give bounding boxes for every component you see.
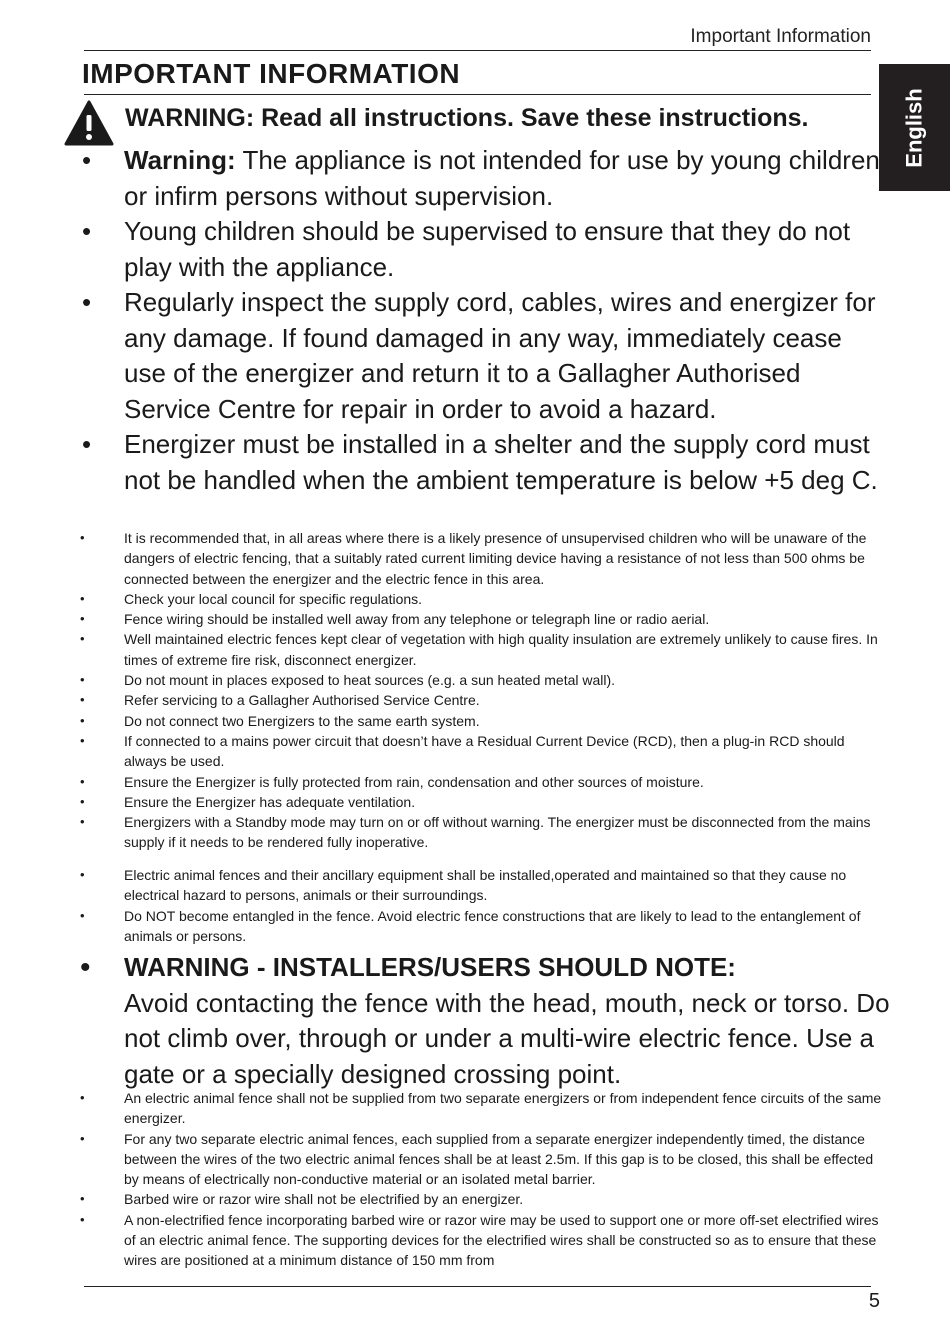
warning-list-item	[0, 143, 950, 214]
safety-list-item: • Barbed wire or razor wire shall not be electrified by an energizer.	[0, 1189, 950, 1209]
running-header: Important Information	[690, 26, 871, 47]
safety-list-item: • Electric animal fences and their ancillary equipment shall be installed,operated and maintained so that they cause no electrical hazard to persons, animals or their surroundings.	[0, 865, 950, 906]
safety-list-item: • Well maintained electric fences kept clear of vegetation with high quality insulation are extremely unlikely to cause fires. In times of extreme fire risk, disconnect energizer.	[0, 629, 950, 670]
safety-list-1	[0, 528, 950, 853]
safety-list-3	[0, 1088, 950, 1271]
safety-list-item: • It is recommended that, in all areas where there is a likely presence of unsupervised children who will be unaware of the dangers of electric fencing, that a suitably rated current limiting device having a resistance of not less than 500 ohms be connected between the energizer and the electric fence in this area.	[0, 528, 950, 589]
safety-list-item: • Fence wiring should be installed well away from any telephone or telegraph line or radio aerial.	[0, 609, 950, 629]
warning-list-item	[0, 214, 950, 285]
warning-list-item	[0, 427, 950, 498]
warning-heading: WARNING: Read all instructions. Save these instructions.	[125, 104, 809, 132]
page-number: 5	[868, 1290, 880, 1312]
safety-list-item: • Refer servicing to a Gallagher Authorised Service Centre.	[0, 690, 950, 710]
installer-warning	[0, 950, 950, 1092]
safety-list-item: • Do NOT become entangled in the fence. Avoid electric fence constructions that are likely to lead to the entanglement of animals or persons.	[0, 906, 950, 947]
safety-list-item: • Energizers with a Standby mode may turn on or off without warning. The energizer must be disconnected from the mains supply if it needs to be rendered fully inoperative.	[0, 812, 950, 853]
installer-warning-heading: WARNING - INSTALLERS/USERS SHOULD NOTE:	[124, 952, 736, 982]
safety-list-2	[0, 865, 950, 946]
installer-warning-item	[0, 950, 950, 1092]
page-title: IMPORTANT INFORMATION	[82, 58, 461, 89]
safety-list-item: • Do not mount in places exposed to heat sources (e.g. a sun heated metal wall).	[0, 670, 950, 690]
language-tab-label: English	[901, 87, 927, 168]
warning-triangle-icon	[64, 100, 114, 146]
safety-list-item: • Ensure the Energizer is fully protected from rain, condensation and other sources of moisture.	[0, 772, 950, 792]
header-rule	[84, 50, 871, 51]
safety-list-item: • A non-electrified fence incorporating barbed wire or razor wire may be used to support one or more off-set electrified wires of an electric animal fence. The supporting devices for the electrified wires shall be constructed so as to ensure that these wires are positioned at a minimum distance of 150 mm from	[0, 1210, 950, 1271]
safety-list-item: • Check your local council for specific regulations.	[0, 589, 950, 609]
title-rule	[84, 94, 871, 95]
safety-list-item: • For any two separate electric animal fences, each supplied from a separate energizer independently timed, the distance between the wires of the two electric animal fences shall be at least 2.5m. If this gap is to be closed, this shall be effected by means of electrically non-conductive material or an isolated metal barrier.	[0, 1129, 950, 1190]
warning-text: Energizer must be installed in a shelter and the supply cord must not be handled when the ambient temperature is below +5 deg C.	[124, 429, 878, 495]
warning-list-item	[0, 285, 950, 427]
safety-list-item: • An electric animal fence shall not be supplied from two separate energizers or from independent fence circuits of the same energizer.	[0, 1088, 950, 1129]
safety-list-item: • Ensure the Energizer has adequate ventilation.	[0, 792, 950, 812]
warning-lead: Warning:	[124, 145, 236, 175]
warning-text: Regularly inspect the supply cord, cables, wires and energizer for any damage. If found damaged in any way, immediately cease use of the energizer and return it to a Gallagher Authorised Service Centre for repair in order to avoid a hazard.	[124, 287, 876, 424]
safety-list-item: • Do not connect two Energizers to the same earth system.	[0, 711, 950, 731]
large-warning-list	[0, 143, 950, 498]
warning-text: Young children should be supervised to ensure that they do not play with the appliance.	[124, 216, 851, 282]
footer-rule	[84, 1286, 871, 1287]
warning-text: The appliance is not intended for use by young children or infirm persons without supervision.	[124, 145, 880, 211]
safety-list-item: • If connected to a mains power circuit that doesn’t have a Residual Current Device (RCD), then a plug-in RCD should always be used.	[0, 731, 950, 772]
installer-warning-text: Avoid contacting the fence with the head, mouth, neck or torso. Do not climb over, through or under a multi-wire electric fence. Use a gate or a specially designed crossing point.	[124, 987, 890, 1089]
